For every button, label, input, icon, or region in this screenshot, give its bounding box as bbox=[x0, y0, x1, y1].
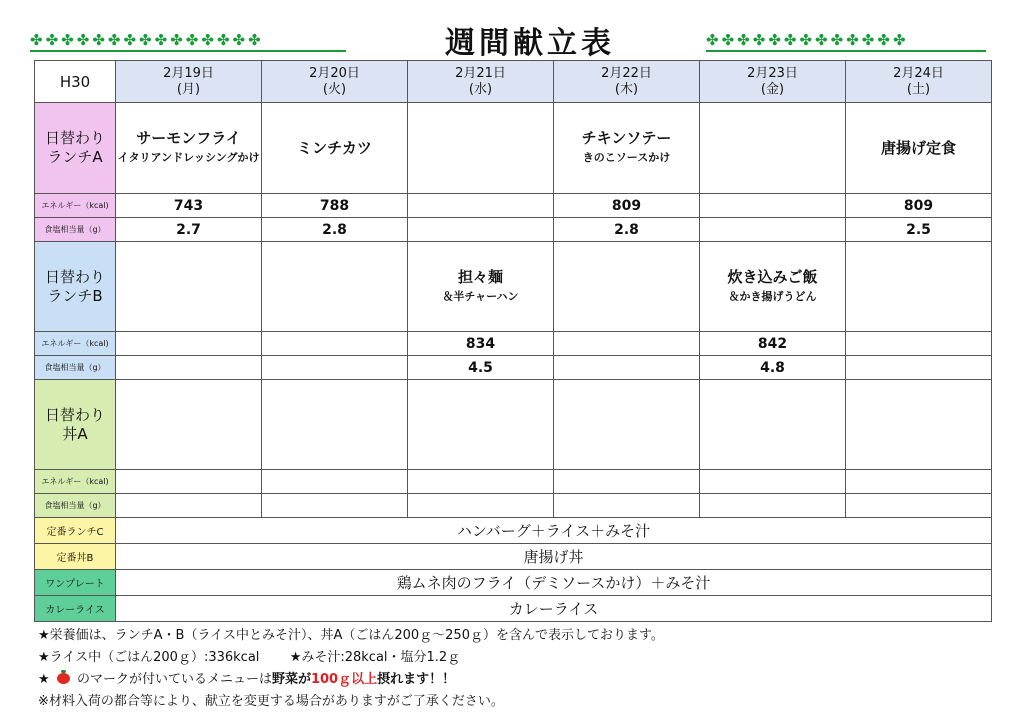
clover-icon: ✤ bbox=[815, 31, 828, 49]
energy-cell bbox=[408, 194, 554, 218]
day-weekday: (土) bbox=[906, 81, 931, 97]
clover-icon: ✤ bbox=[892, 31, 906, 49]
clover-icon: ✤ bbox=[107, 31, 121, 49]
clover-icon: ✤ bbox=[185, 31, 199, 49]
salt-cell bbox=[408, 218, 554, 242]
day-weekday: (火) bbox=[322, 81, 347, 97]
menu-subname: きのこソースかけ bbox=[582, 151, 671, 164]
salt-cell bbox=[408, 356, 554, 380]
label-don_a bbox=[35, 380, 116, 470]
energy-cell bbox=[700, 332, 846, 356]
fixed-label bbox=[35, 596, 116, 622]
menu-name: サーモンフライ bbox=[136, 129, 241, 147]
clover-icon: ✤ bbox=[30, 31, 43, 49]
salt-value: 4.8 bbox=[760, 359, 785, 376]
energy-cell bbox=[116, 332, 262, 356]
fixed-value bbox=[116, 596, 992, 622]
label-line: ランチB bbox=[47, 286, 103, 305]
menu-name: 唐揚げ定食 bbox=[880, 138, 956, 157]
day-weekday: (金) bbox=[760, 81, 785, 97]
year-cell bbox=[35, 61, 116, 103]
clover-icon: ✤ bbox=[830, 31, 844, 49]
clover-icon: ✤ bbox=[706, 31, 719, 49]
energy-cell bbox=[554, 194, 700, 218]
salt-cell bbox=[116, 356, 262, 380]
energy-cell bbox=[262, 332, 408, 356]
energy-cell bbox=[262, 194, 408, 218]
energy-value: 809 bbox=[903, 197, 934, 214]
clover-decoration-left bbox=[30, 33, 261, 48]
day-weekday: (水) bbox=[468, 81, 493, 97]
clover-icon: ✤ bbox=[45, 31, 59, 49]
menu-cell bbox=[846, 103, 992, 194]
energy-cell bbox=[554, 332, 700, 356]
salt-value: 4.5 bbox=[468, 359, 493, 376]
row-lunch_a-name bbox=[35, 103, 992, 194]
salt-cell bbox=[554, 356, 700, 380]
clover-icon: ✤ bbox=[846, 31, 859, 49]
salt-value: 2.8 bbox=[614, 221, 639, 238]
menu-cell bbox=[116, 103, 262, 194]
menu-subname: ＆半チャーハン bbox=[442, 289, 519, 303]
fixed-value bbox=[116, 570, 992, 596]
menu-cell bbox=[700, 380, 846, 470]
menu-cell bbox=[116, 242, 262, 332]
fixed-label-text: ワンプレート bbox=[45, 579, 105, 590]
salt-cell bbox=[554, 494, 700, 518]
menu-cell bbox=[846, 242, 992, 332]
energy-label bbox=[35, 194, 116, 218]
clover-icon: ✤ bbox=[768, 31, 781, 49]
row-lunch_a-salt bbox=[35, 218, 992, 242]
fixed-value-text: ハンバーグ＋ライス＋みそ汁 bbox=[456, 522, 651, 540]
salt-label bbox=[35, 494, 116, 518]
menu-name: 担々麺 bbox=[457, 267, 503, 286]
menu-cell bbox=[700, 242, 846, 332]
label-lunch_b bbox=[35, 242, 116, 332]
notes bbox=[38, 625, 998, 713]
row-don_a-energy bbox=[35, 470, 992, 494]
day-header bbox=[846, 61, 992, 103]
vine-line-left bbox=[30, 50, 346, 52]
note-nutrition: ★栄養価は、ランチA・B（ライス中とみそ汁）、丼A（ごはん200ｇ～250ｇ）を含んで表示しております。 bbox=[38, 628, 664, 643]
menu-cell bbox=[116, 380, 262, 470]
energy-value: 788 bbox=[319, 197, 350, 214]
fixed-value-text: カレーライス bbox=[508, 600, 599, 618]
salt-cell bbox=[116, 218, 262, 242]
fixed-label bbox=[35, 570, 116, 596]
note-veg-text: 野菜が bbox=[271, 672, 311, 687]
menu-subname: イタリアンドレッシングかけ bbox=[117, 151, 260, 164]
salt-label-text: 食塩相当量（g） bbox=[44, 501, 106, 510]
energy-cell bbox=[700, 470, 846, 494]
energy-cell bbox=[554, 470, 700, 494]
note-change: ※材料入荷の都合等により、献立を変更する場合がありますがご了承ください。 bbox=[38, 694, 504, 709]
label-lunch_a bbox=[35, 103, 116, 194]
energy-label-text: エネルギー（kcal) bbox=[41, 477, 109, 486]
salt-label bbox=[35, 356, 116, 380]
clover-icon: ✤ bbox=[216, 31, 230, 49]
day-header bbox=[554, 61, 700, 103]
page-title: 週間献立表 bbox=[445, 26, 615, 61]
salt-cell bbox=[116, 494, 262, 518]
menu-cell bbox=[408, 242, 554, 332]
energy-cell bbox=[700, 194, 846, 218]
clover-icon: ✤ bbox=[76, 31, 90, 49]
menu-cell bbox=[408, 380, 554, 470]
energy-cell bbox=[262, 470, 408, 494]
note-star: ★ bbox=[38, 672, 50, 687]
fixed-row bbox=[35, 518, 992, 544]
day-header bbox=[408, 61, 554, 103]
energy-cell bbox=[116, 470, 262, 494]
label-line: 日替わり bbox=[44, 405, 105, 424]
fixed-label bbox=[35, 518, 116, 544]
clover-icon: ✤ bbox=[861, 31, 875, 49]
tomato-icon bbox=[57, 673, 70, 684]
energy-cell bbox=[846, 194, 992, 218]
energy-label-text: エネルギー（kcal) bbox=[41, 339, 109, 348]
menu-cell bbox=[408, 103, 554, 194]
salt-cell bbox=[700, 218, 846, 242]
clover-icon: ✤ bbox=[123, 31, 137, 49]
salt-value: 2.5 bbox=[906, 221, 931, 238]
salt-cell bbox=[262, 494, 408, 518]
energy-cell bbox=[408, 470, 554, 494]
row-lunch_a-energy bbox=[35, 194, 992, 218]
note-vegetable bbox=[38, 669, 998, 691]
salt-value: 2.7 bbox=[176, 221, 201, 238]
row-lunch_b-salt bbox=[35, 356, 992, 380]
salt-cell bbox=[262, 356, 408, 380]
salt-cell bbox=[700, 494, 846, 518]
menu-subname: ＆かき揚げうどん bbox=[728, 289, 817, 303]
row-don_a-salt bbox=[35, 494, 992, 518]
note-veg-end: 摂れます！！ bbox=[377, 672, 456, 687]
energy-cell bbox=[846, 332, 992, 356]
label-line: 日替わり bbox=[44, 267, 105, 286]
label-line: 日替わり bbox=[44, 129, 105, 147]
menu-cell bbox=[700, 103, 846, 194]
menu-cell bbox=[262, 242, 408, 332]
salt-label-text: 食塩相当量（g） bbox=[44, 225, 106, 234]
row-don_a-name bbox=[35, 380, 992, 470]
weekly-menu-table bbox=[34, 60, 992, 622]
fixed-value bbox=[116, 518, 992, 544]
salt-cell bbox=[408, 494, 554, 518]
clover-icon: ✤ bbox=[139, 31, 152, 49]
fixed-row bbox=[35, 544, 992, 570]
menu-cell bbox=[554, 380, 700, 470]
menu-cell bbox=[846, 380, 992, 470]
note-mark-text: のマークが付いているメニューは bbox=[76, 672, 272, 687]
day-date: 2月24日 bbox=[893, 65, 944, 81]
clover-icon: ✤ bbox=[92, 31, 105, 49]
fixed-label-text: カレーライス bbox=[45, 605, 105, 616]
clover-icon: ✤ bbox=[232, 31, 246, 49]
label-line: 丼A bbox=[62, 424, 88, 443]
salt-label bbox=[35, 218, 116, 242]
clover-icon: ✤ bbox=[201, 31, 214, 49]
fixed-label bbox=[35, 544, 116, 570]
energy-value: 809 bbox=[611, 197, 642, 214]
salt-cell bbox=[554, 218, 700, 242]
energy-value: 743 bbox=[173, 197, 204, 214]
row-lunch_b-energy bbox=[35, 332, 992, 356]
menu-cell bbox=[262, 103, 408, 194]
fixed-row bbox=[35, 570, 992, 596]
clover-icon: ✤ bbox=[799, 31, 813, 49]
fixed-value-text: 鶏ムネ肉のフライ（デミソースかけ）＋みそ汁 bbox=[396, 574, 711, 592]
note-rice-miso bbox=[38, 647, 998, 669]
label-line: ランチA bbox=[47, 148, 103, 166]
day-header bbox=[700, 61, 846, 103]
day-date: 2月20日 bbox=[309, 65, 360, 81]
clover-icon: ✤ bbox=[61, 31, 74, 49]
note-miso: ★みそ汁:28kcal・塩分1.2ｇ bbox=[289, 650, 461, 665]
day-date: 2月22日 bbox=[601, 65, 652, 81]
vine-line-right bbox=[706, 50, 986, 52]
note-rice: ★ライス中（ごはん200ｇ）:336kcal bbox=[38, 650, 260, 665]
energy-value: 834 bbox=[465, 335, 496, 352]
header-row bbox=[35, 61, 992, 103]
energy-label bbox=[35, 470, 116, 494]
day-weekday: (木) bbox=[614, 81, 639, 97]
energy-label bbox=[35, 332, 116, 356]
day-date: 2月19日 bbox=[163, 65, 214, 81]
day-weekday: (月) bbox=[176, 81, 201, 97]
menu-cell bbox=[262, 380, 408, 470]
energy-cell bbox=[408, 332, 554, 356]
energy-label-text: エネルギー（kcal) bbox=[41, 201, 109, 210]
clover-icon: ✤ bbox=[752, 31, 766, 49]
clover-decoration-right bbox=[706, 33, 906, 48]
day-header bbox=[262, 61, 408, 103]
fixed-value-text: 唐揚げ丼 bbox=[523, 548, 584, 566]
clover-icon: ✤ bbox=[737, 31, 750, 49]
salt-cell bbox=[846, 218, 992, 242]
day-date: 2月21日 bbox=[455, 65, 506, 81]
menu-name: 炊き込みご飯 bbox=[727, 267, 818, 286]
energy-cell bbox=[116, 194, 262, 218]
fixed-label-text: 定番ランチC bbox=[46, 527, 104, 538]
clover-icon: ✤ bbox=[170, 31, 183, 49]
salt-cell bbox=[700, 356, 846, 380]
day-header bbox=[116, 61, 262, 103]
fixed-label-text: 定番丼B bbox=[56, 553, 94, 564]
fixed-value bbox=[116, 544, 992, 570]
menu-name: チキンソテー bbox=[581, 129, 672, 147]
clover-icon: ✤ bbox=[877, 31, 890, 49]
salt-value: 2.8 bbox=[322, 221, 347, 238]
energy-value: 842 bbox=[757, 335, 788, 352]
clover-icon: ✤ bbox=[721, 31, 735, 49]
menu-cell bbox=[554, 242, 700, 332]
note-veg-amount: 100ｇ以上 bbox=[310, 672, 378, 687]
salt-cell bbox=[846, 356, 992, 380]
day-date: 2月23日 bbox=[747, 65, 798, 81]
salt-label-text: 食塩相当量（g） bbox=[44, 363, 106, 372]
row-lunch_b-name bbox=[35, 242, 992, 332]
menu-name: ミンチカツ bbox=[297, 138, 372, 157]
fixed-row bbox=[35, 596, 992, 622]
energy-cell bbox=[846, 470, 992, 494]
salt-cell bbox=[846, 494, 992, 518]
menu-cell bbox=[554, 103, 700, 194]
year-label: H30 bbox=[59, 72, 91, 91]
clover-icon: ✤ bbox=[248, 31, 261, 49]
salt-cell bbox=[262, 218, 408, 242]
clover-icon: ✤ bbox=[783, 31, 797, 49]
clover-icon: ✤ bbox=[154, 31, 168, 49]
